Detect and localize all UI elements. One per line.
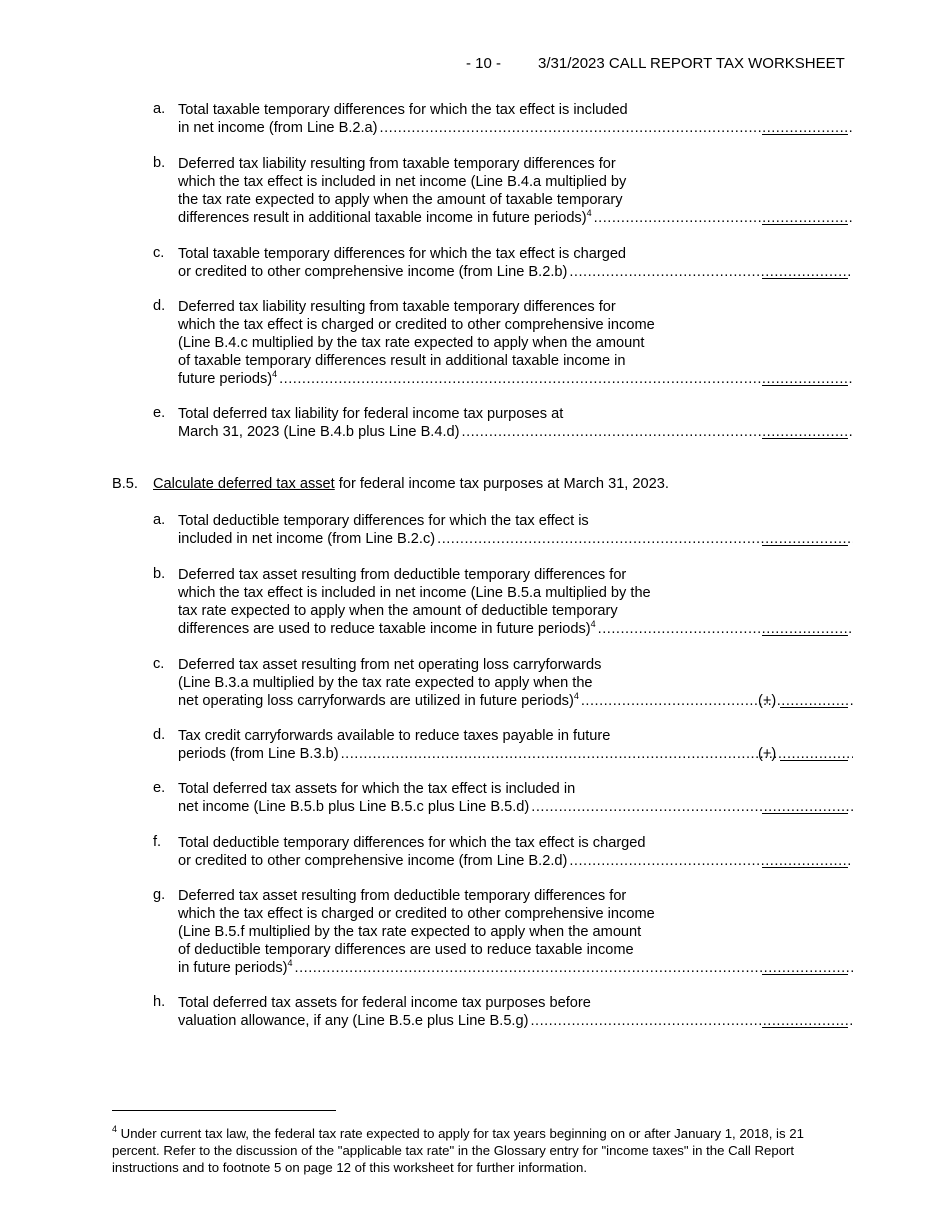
section-number: B.5. xyxy=(112,476,138,492)
footnote-marker: 4 xyxy=(112,1124,118,1134)
footnote-divider xyxy=(112,1110,336,1111)
item-letter: f. xyxy=(153,834,162,850)
item-description-line: March 31, 2023 (Line B.4.b plus Line B.4.d) xyxy=(178,424,460,440)
entry-rule xyxy=(780,707,848,708)
amount-entry-blank[interactable] xyxy=(758,425,848,439)
item-description-line: Total deferred tax assets for which the tax effect is included in xyxy=(178,781,576,797)
item-letter: d. xyxy=(153,298,166,314)
item-letter: d. xyxy=(153,727,166,743)
amount-entry-blank[interactable] xyxy=(758,532,848,546)
footnote-reference: 4 xyxy=(287,959,293,968)
item-letter: c. xyxy=(153,245,165,261)
entry-rule xyxy=(762,1027,848,1028)
item-letter: b. xyxy=(153,155,166,171)
item-description xyxy=(178,780,853,816)
add-sign: (+) xyxy=(758,746,777,762)
item-description-line: which the tax effect is included in net income (Line B.4.a multiplied by xyxy=(178,174,627,190)
item-description xyxy=(178,834,853,870)
amount-entry-blank[interactable] xyxy=(758,961,848,975)
item-description-line: of deductible temporary differences are used to reduce taxable income xyxy=(178,942,634,958)
item-letter: e. xyxy=(153,780,166,796)
item-description-last-line xyxy=(178,209,853,227)
footnote-reference: 4 xyxy=(573,692,579,701)
entry-rule xyxy=(762,635,848,636)
item-letter: h. xyxy=(153,994,166,1010)
item-description xyxy=(178,887,853,977)
item-description-last-line xyxy=(178,1012,853,1030)
entry-rule xyxy=(762,278,848,279)
item-letter: c. xyxy=(153,656,165,672)
item-description-line: Total deductible temporary differences for which the tax effect is charged xyxy=(178,835,646,851)
item-description-line: Total deductible temporary differences for which the tax effect is xyxy=(178,513,589,529)
item-letter: b. xyxy=(153,566,166,582)
item-description xyxy=(178,512,853,548)
item-description-last-line xyxy=(178,530,853,548)
amount-entry-blank[interactable] xyxy=(758,121,848,135)
item-description-last-line xyxy=(178,852,853,870)
item-description-line: differences result in additional taxable income in future periods) xyxy=(178,210,587,226)
item-letter: a. xyxy=(153,101,166,117)
amount-entry-blank[interactable] xyxy=(758,211,848,225)
item-description-line: (Line B.4.c multiplied by the tax rate expected to apply when the amount xyxy=(178,335,645,351)
amount-entry-blank[interactable] xyxy=(758,694,848,708)
amount-entry-blank[interactable] xyxy=(758,265,848,279)
worksheet-title: 3/31/2023 CALL REPORT TAX WORKSHEET xyxy=(538,55,845,72)
page-number: - 10 - xyxy=(466,55,502,72)
item-description-line: or credited to other comprehensive income (from Line B.2.d) xyxy=(178,853,568,869)
footnote-reference: 4 xyxy=(590,620,596,629)
section-title-underlined: Calculate deferred tax asset xyxy=(153,476,335,492)
item-description-line: of taxable temporary differences result in additional taxable income in xyxy=(178,353,626,369)
item-description-last-line xyxy=(178,692,853,710)
amount-entry-blank[interactable] xyxy=(758,622,848,636)
footnote-reference: 4 xyxy=(272,370,278,379)
item-description-line: Deferred tax liability resulting from taxable temporary differences for xyxy=(178,156,616,172)
item-description xyxy=(178,101,853,137)
entry-rule xyxy=(762,438,848,439)
item-description-last-line xyxy=(178,263,853,281)
entry-rule xyxy=(762,545,848,546)
item-description-line: Deferred tax asset resulting from deductible temporary differences for xyxy=(178,888,627,904)
item-description-last-line xyxy=(178,620,853,638)
amount-entry-blank[interactable] xyxy=(758,800,848,814)
item-description-last-line xyxy=(178,119,853,137)
item-description-line: periods (from Line B.3.b) xyxy=(178,746,339,762)
item-description-line: Total taxable temporary differences for which the tax effect is charged xyxy=(178,246,627,262)
item-description-line: Total taxable temporary differences for which the tax effect is included xyxy=(178,102,628,118)
item-description-line: (Line B.5.f multiplied by the tax rate expected to apply when the amount xyxy=(178,924,642,940)
item-description-last-line xyxy=(178,959,853,977)
item-description-line: which the tax effect is charged or credited to other comprehensive income xyxy=(178,906,655,922)
item-description-line: in future periods) xyxy=(178,960,288,976)
amount-entry-blank[interactable] xyxy=(758,747,848,761)
item-description-line: differences are used to reduce taxable income in future periods) xyxy=(178,621,591,637)
item-description-last-line xyxy=(178,745,853,763)
item-description-line: net income (Line B.5.b plus Line B.5.c plus Line B.5.d) xyxy=(178,799,530,815)
entry-rule xyxy=(762,974,848,975)
item-description-line: net operating loss carryforwards are utilized in future periods) xyxy=(178,693,574,709)
item-description xyxy=(178,656,853,710)
item-description-line: future periods) xyxy=(178,371,273,387)
item-description-line: included in net income (from Line B.2.c) xyxy=(178,531,436,547)
item-letter: g. xyxy=(153,887,166,903)
page-header xyxy=(466,55,845,72)
item-description xyxy=(178,727,853,763)
item-description-line: Total deferred tax liability for federal income tax purposes at xyxy=(178,406,564,422)
amount-entry-blank[interactable] xyxy=(758,372,848,386)
item-description-line: which the tax effect is charged or credited to other comprehensive income xyxy=(178,317,655,333)
entry-rule xyxy=(762,224,848,225)
item-letter: e. xyxy=(153,405,166,421)
item-description-line: (Line B.3.a multiplied by the tax rate expected to apply when the xyxy=(178,675,593,691)
item-description-last-line xyxy=(178,370,853,388)
item-description-line: the tax rate expected to apply when the amount of taxable temporary xyxy=(178,192,623,208)
footnote-text: Under current tax law, the federal tax rate expected to apply for tax years beginning on or after January 1, 2018, is 21 percent. Refer to the discussion of the "applicable tax rate" in the Glossary entry for "income taxes" in the Call Report instructions and to footnote 5 on page 12 of this worksheet for further information. xyxy=(112,1126,804,1175)
add-sign: (+) xyxy=(758,693,777,709)
item-description xyxy=(178,245,853,281)
entry-rule xyxy=(762,134,848,135)
entry-rule xyxy=(762,813,848,814)
amount-entry-blank[interactable] xyxy=(758,1014,848,1028)
item-description-line: which the tax effect is included in net income (Line B.5.a multiplied by the xyxy=(178,585,651,601)
item-description-line: Total deferred tax assets for federal income tax purposes before xyxy=(178,995,591,1011)
amount-entry-blank[interactable] xyxy=(758,854,848,868)
item-description-line: tax rate expected to apply when the amount of deductible temporary xyxy=(178,603,618,619)
item-description xyxy=(178,994,853,1030)
item-description-line: Deferred tax liability resulting from taxable temporary differences for xyxy=(178,299,616,315)
section-b5-heading xyxy=(112,476,669,492)
item-description-last-line xyxy=(178,798,853,816)
item-description-line: valuation allowance, if any (Line B.5.e plus Line B.5.g) xyxy=(178,1013,529,1029)
item-description-line: Deferred tax asset resulting from net operating loss carryforwards xyxy=(178,657,602,673)
item-letter: a. xyxy=(153,512,166,528)
item-description xyxy=(178,405,853,441)
footnote xyxy=(112,1125,822,1176)
item-description-line: Deferred tax asset resulting from deductible temporary differences for xyxy=(178,567,627,583)
item-description-line: Tax credit carryforwards available to reduce taxes payable in future xyxy=(178,728,611,744)
item-description xyxy=(178,566,853,638)
item-description xyxy=(178,155,853,227)
footnote-reference: 4 xyxy=(586,209,592,218)
section-title-rest: for federal income tax purposes at March 31, 2023. xyxy=(334,476,669,492)
item-description xyxy=(178,298,853,388)
entry-rule xyxy=(762,867,848,868)
item-description-line: in net income (from Line B.2.a) xyxy=(178,120,378,136)
item-description-last-line xyxy=(178,423,853,441)
entry-rule xyxy=(762,385,848,386)
entry-rule xyxy=(780,760,848,761)
item-description-line: or credited to other comprehensive income (from Line B.2.b) xyxy=(178,264,568,280)
